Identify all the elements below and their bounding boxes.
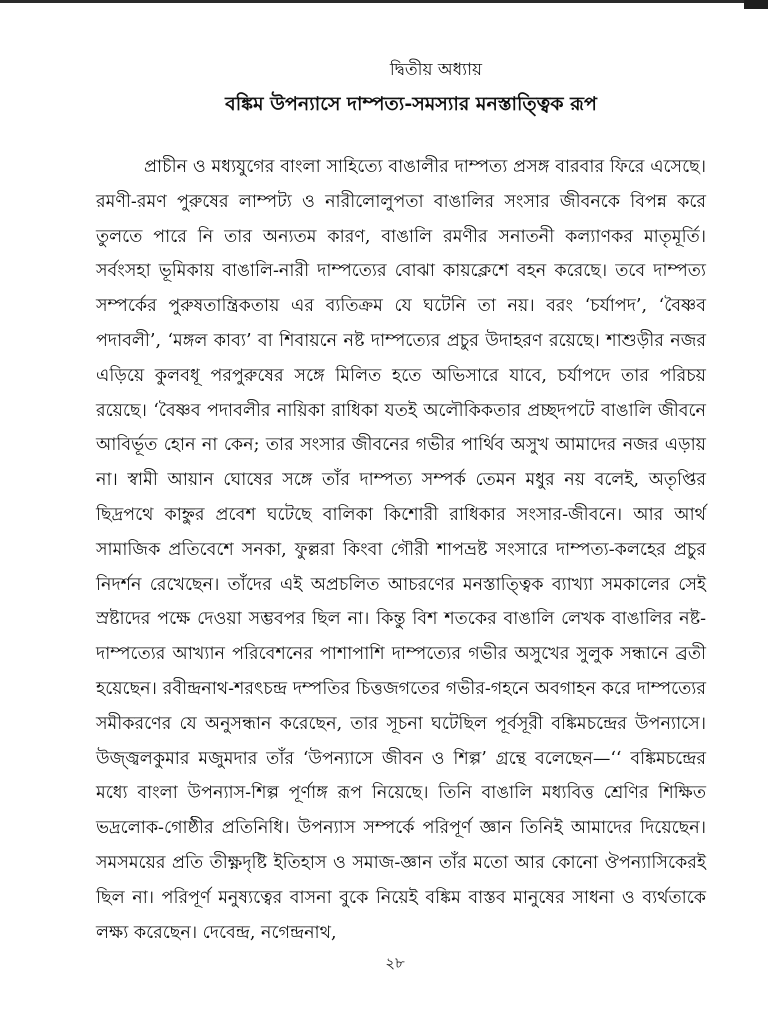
chapter-title: বঙ্কিম উপন্যাসে দাম্পত্য-সমস্যার মনস্তাত্ত্বিক রূপ	[225, 93, 597, 115]
page-number: ২৮	[385, 954, 405, 972]
chapter-label: দ্বিতীয় অধ্যায়	[389, 60, 483, 80]
body-paragraph: প্রাচীন ও মধ্যযুগের বাংলা সাহিত্যে বাঙালীর দাম্পত্য প্রসঙ্গ বারবার ফিরে এসেছে। রমণী-রমণ পুরুষের লাম্পট্য ও নারীলোলুপতা বাঙালির সংসার জীবনকে বিপন্ন করে তুলতে পারে নি তার অন্যতম কারণ, বাঙালি রমণীর সনাতনী কল্যাণকর মাতৃমূর্তি। সর্বংসহা ভূমিকায় বাঙালি-নারী দাম্পত্যের বোঝা কায়ক্লেশে বহন করেছে। তবে দাম্পত্য সম্পর্কের পুরুষতান্ত্রিকতায় এর ব্যতিক্রম যে ঘটেনি তা নয়। বরং ‘চর্যাপদ’, ‘বৈষ্ণব পদাবলী’, ‘মঙ্গল কাব্য’ বা শিবায়নে নষ্ট দাম্পত্যের প্রচুর উদাহরণ রয়েছে। শাশুড়ীর নজর এড়িয়ে কুলবধূ পরপুরুষের সঙ্গে মিলিত হতে অভিসারে যাবে, চর্যাপদে তার পরিচয় রয়েছে। ‘বৈষ্ণব পদাবলীর নায়িকা রাধিকা যতই অলৌকিকতার প্রচ্ছদপটে বাঙালি জীবনে আবির্ভূত হোন না কেন; তার সংসার জীবনের গভীর পার্থিব অসুখ আমাদের নজর এড়ায় না। স্বামী আয়ান ঘোষের সঙ্গে তাঁর দাম্পত্য সম্পর্ক তেমন মধুর নয় বলেই, অতৃপ্তির ছিদ্রপথে কাহ্নুর প্রবেশ ঘটেছে বালিকা কিশোরী রাধিকার সংসার-জীবনে। আর আর্থ সামাজিক প্রতিবেশে সনকা, ফুল্লরা কিংবা গৌরী শাপভ্রষ্ট সংসারে দাম্পত্য-কলহের প্রচুর নিদর্শন রেখেছেন। তাঁদের এই অপ্রচলিত আচরণের মনস্তাত্ত্বিক ব্যাখ্যা সমকালের সেই স্রষ্টাদের পক্ষে দেওয়া সম্ভবপর ছিল না। কিন্তু বিশ শতকের বাঙালি লেখক বাঙালির নষ্ট-দাম্পত্যের আখ্যান পরিবেশনের পাশাপাশি দাম্পত্যের গভীর অসুখের সুলুক সন্ধানে ব্রতী হয়েছেন। রবীন্দ্রনাথ-শরৎচন্দ্র দম্পতির চিত্তজগতের গভীর-গহনে অবগাহন করে দাম্পত্যের সমীকরণের যে অনুসন্ধান করেছেন, তার সূচনা ঘটেছিল পূর্বসূরী বঙ্কিমচন্দ্রের উপন্যাসে। উজ্জ্বলকুমার মজুমদার তাঁর ‘উপন্যাসে জীবন ও শিল্প’ গ্রন্থে বলেছেন—‘‘ বঙ্কিমচন্দ্রের মধ্যে বাংলা উপন্যাস-শিল্প পূর্ণাঙ্গ রূপ নিয়েছে। তিনি বাঙালি মধ্যবিত্ত শ্রেণির শিক্ষিত ভদ্রলোক-গোষ্ঠীর প্রতিনিধি। উপন্যাস সম্পর্কে পরিপূর্ণ জ্ঞান তিনিই আমাদের দিয়েছেন। সমসময়ের প্রতি তীক্ষ্ণদৃষ্টি ইতিহাস ও সমাজ-জ্ঞান তাঁর মতো আর কোনো ঔপন্যাসিকেরই ছিল না। পরিপূর্ণ মনুষ্যত্বের বাসনা বুকে নিয়েই বঙ্কিম বাস্তব মানুষের সাধনা ও ব্যর্থতাকে লক্ষ্য করেছেন। দেবেন্দ্র, নগেন্দ্রনাথ,	[96, 157, 706, 943]
